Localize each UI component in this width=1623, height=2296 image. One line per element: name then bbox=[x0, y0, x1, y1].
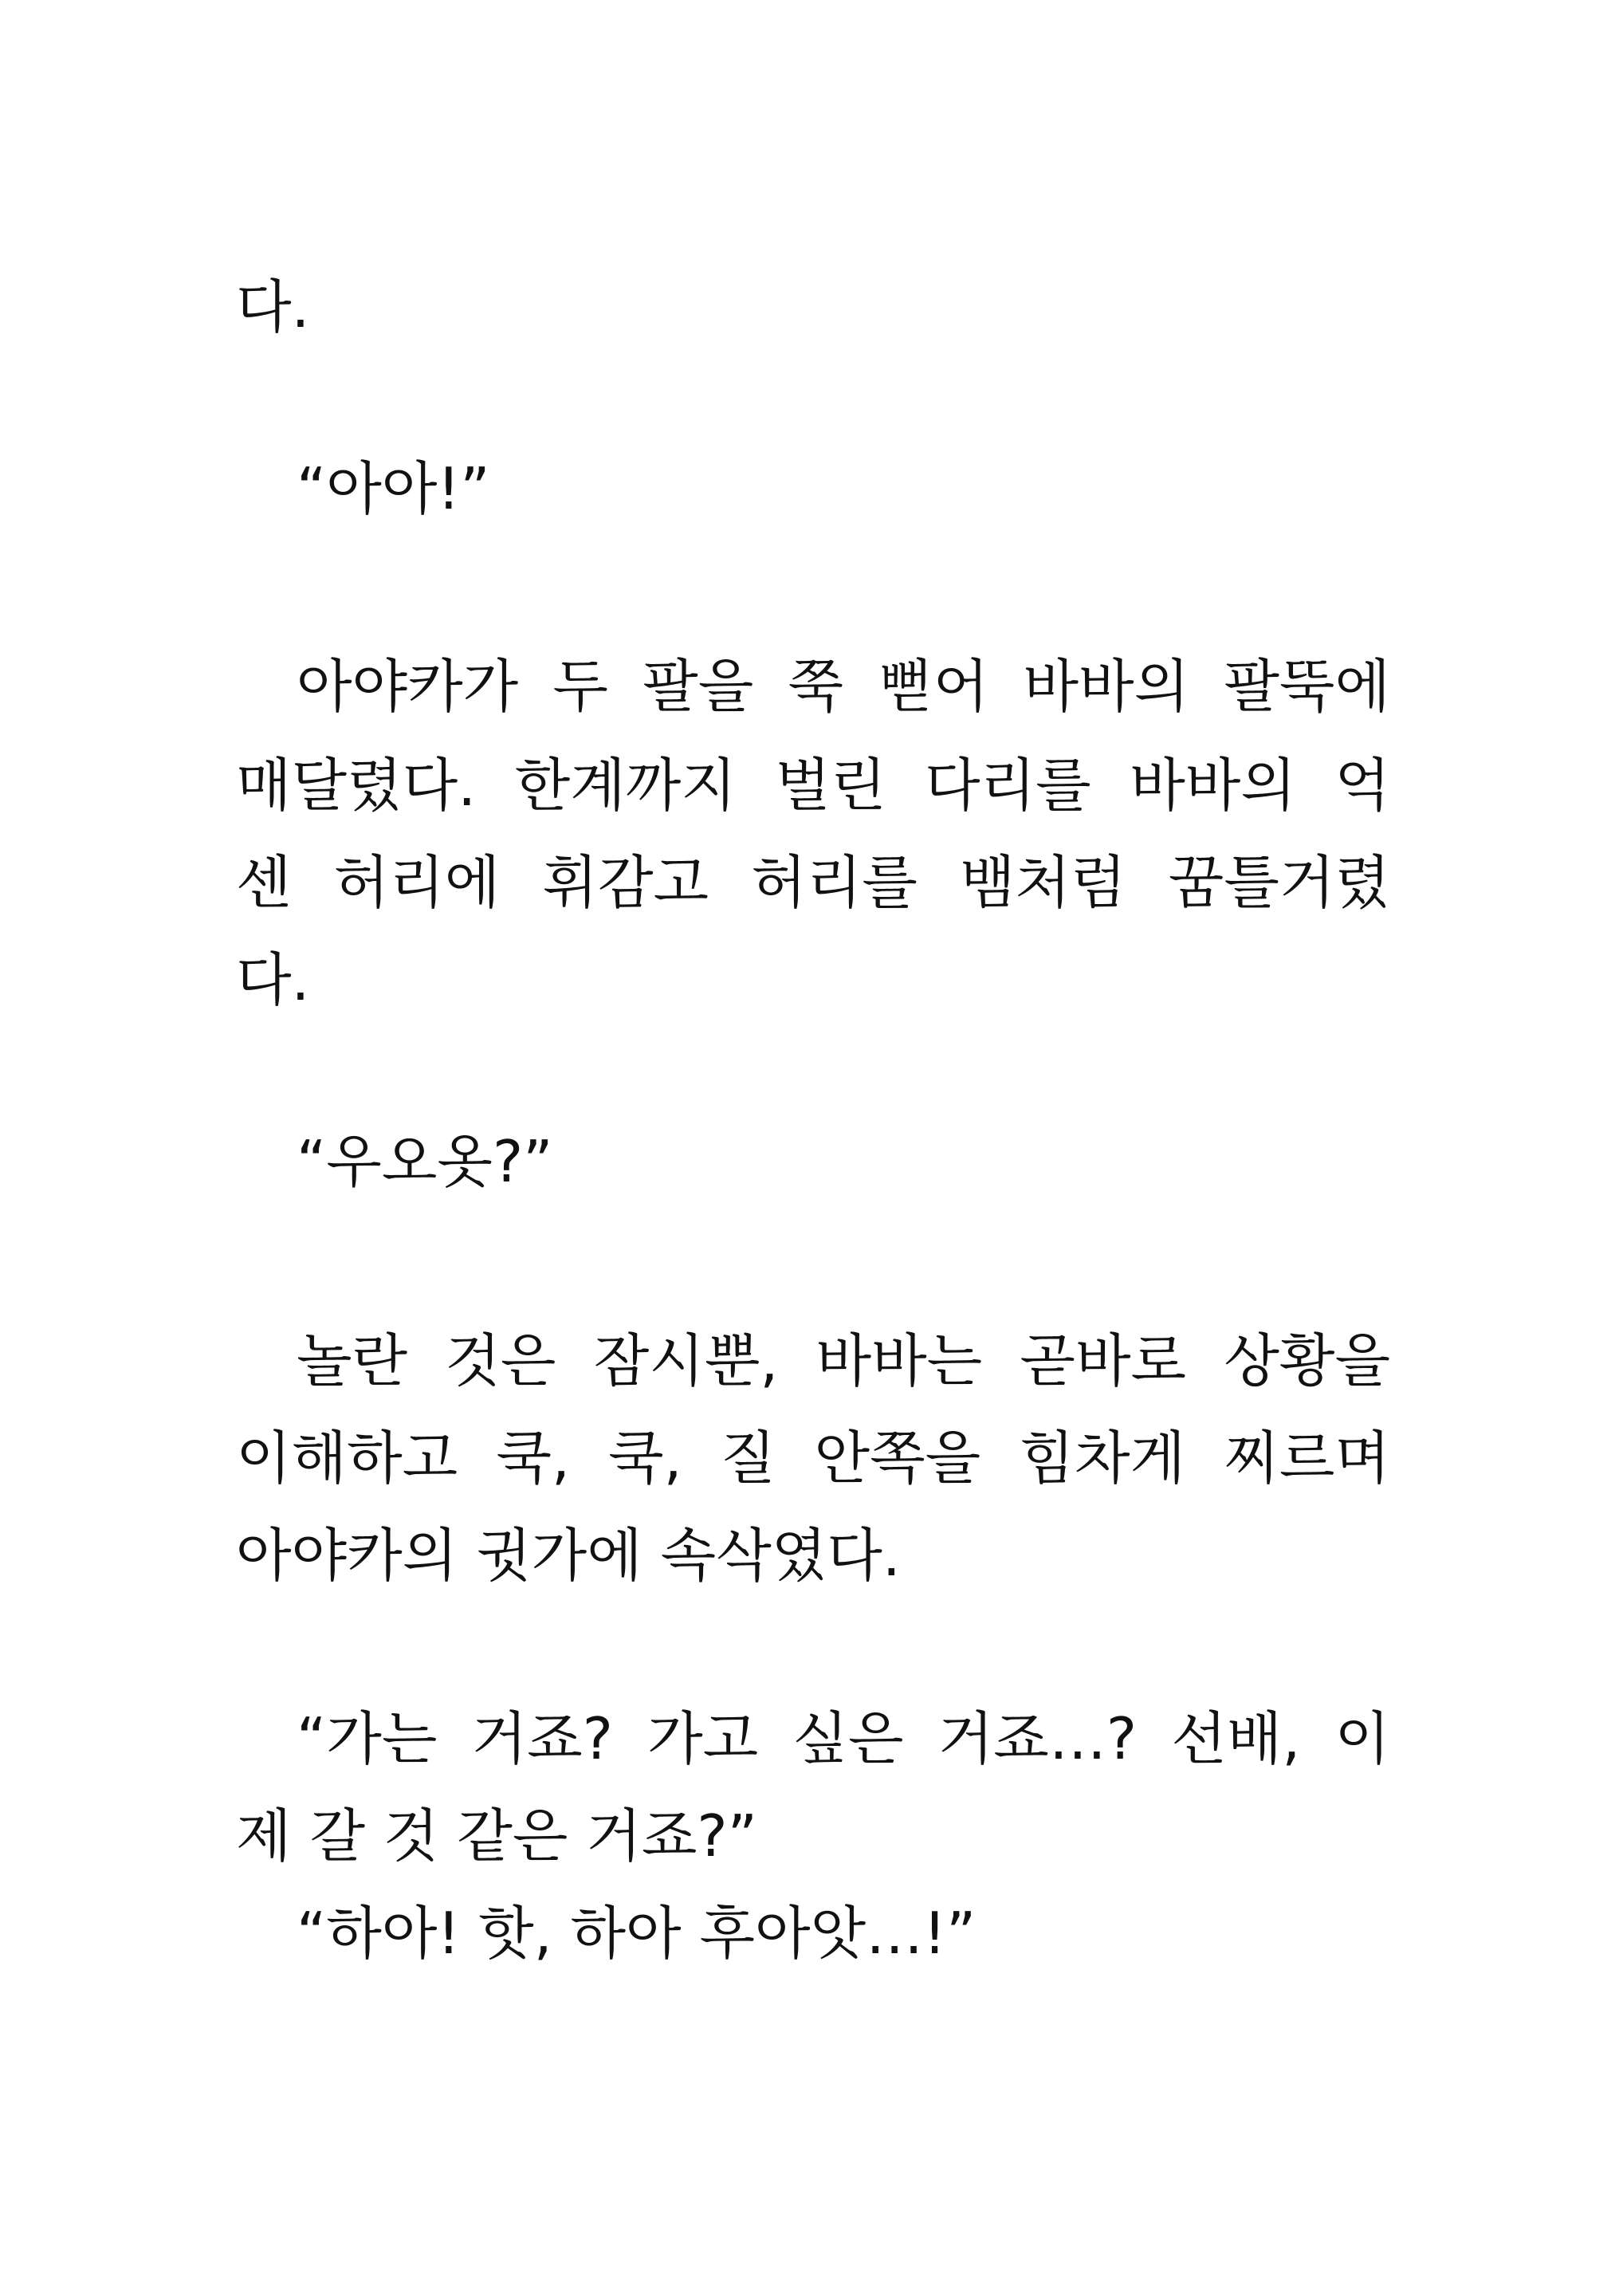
dialogue-line: “아아!” bbox=[297, 455, 490, 522]
paragraph-line: 센 허리에 휘감고 허리를 뱀처럼 꿈틀거렸 bbox=[236, 849, 1390, 916]
paragraph-line: 아야카가 두 팔을 쭉 뻗어 바바의 팔뚝에 bbox=[297, 653, 1390, 720]
text-line: 다. bbox=[236, 273, 310, 340]
dialogue-line: “하아! 핫, 하아 후아앗…!” bbox=[297, 1900, 977, 1967]
paragraph-line: 매달렸다. 한계까지 벌린 다리를 바바의 억 bbox=[236, 752, 1390, 819]
paragraph-line: 이해하고 쿡, 쿡, 질 안쪽을 힘차게 찌르며 bbox=[236, 1425, 1390, 1492]
paragraph-line: 아야카의 귓가에 속삭였다. bbox=[236, 1522, 901, 1589]
paragraph-line: 다. bbox=[236, 946, 310, 1013]
dialogue-line: 제 갈 것 같은 거죠?” bbox=[236, 1803, 757, 1869]
dialogue-line: “가는 거죠? 가고 싶은 거죠…? 선배, 이 bbox=[297, 1705, 1390, 1772]
paragraph-line: 놀란 것은 잠시뿐, 바바는 곧바로 상황을 bbox=[297, 1327, 1390, 1394]
dialogue-line: “우오옷?” bbox=[297, 1128, 553, 1195]
